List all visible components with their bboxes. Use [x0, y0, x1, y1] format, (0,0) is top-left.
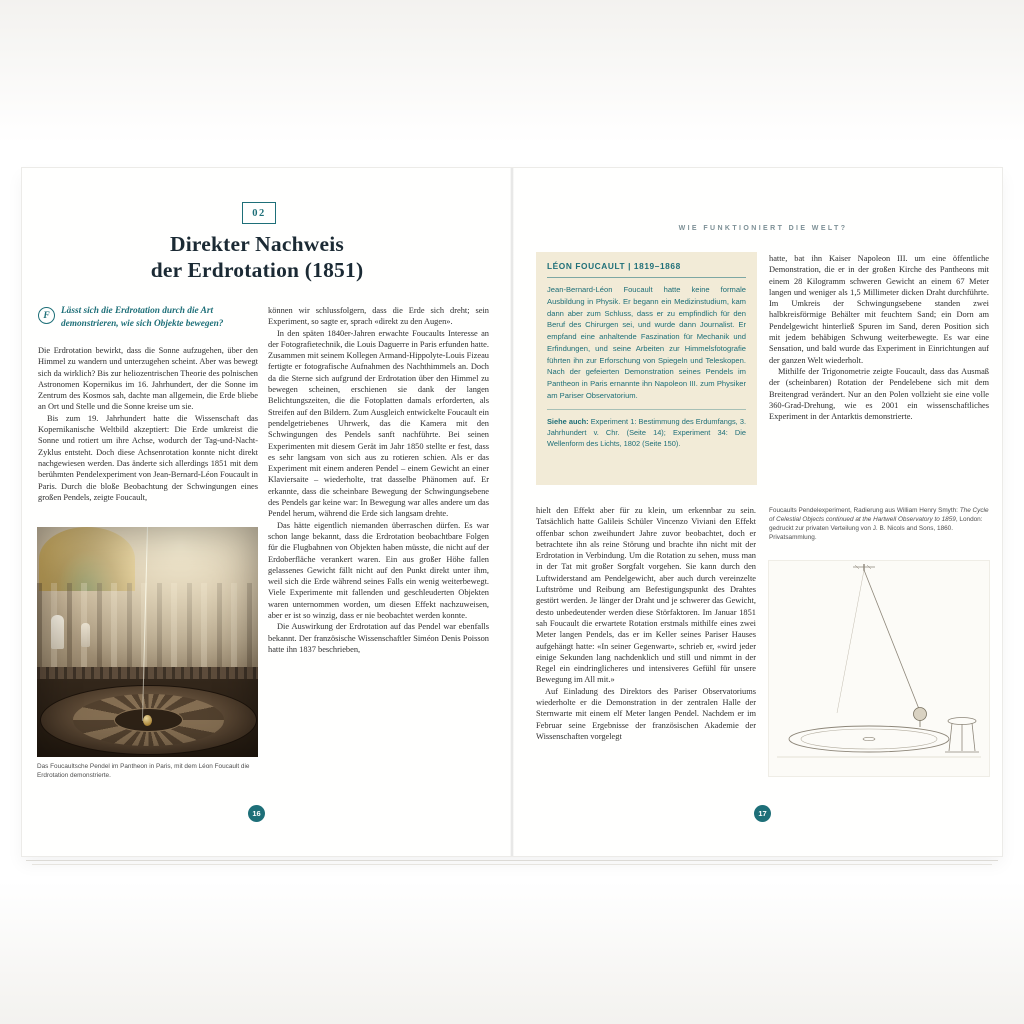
chapter-number: 02 — [252, 207, 266, 219]
engraving-caption-post: , London: gedruckt zur privaten Verteilung von J. B. Nicols and Sons, 1860. Privatsammlung. — [769, 516, 983, 542]
spine-gutter — [510, 168, 514, 856]
see-also-text: Experiment 1: Bestimmung des Erdumfangs, 3. Jahrhundert v. Chr. (Seite 14); Experiment 34: Die Wellenform des Lichts, 1802 (Seite 150). — [547, 416, 747, 448]
lead-question — [38, 305, 260, 332]
chapter-title — [47, 231, 467, 283]
body-paragraph: Die Auswirkung der Erdrotation auf das Pendel war ebenfalls bekannt. Der französische Wissenschaftler Siméon Denis Poisson hatte ihn 1837 beschrieben, — [268, 622, 489, 654]
engraving-bob — [914, 708, 927, 721]
question-text: Lässt sich die Erdrotation durch die Art demonstrieren, wie sich Objekte bewegen? — [61, 306, 224, 330]
page-number-badge-left: 16 — [248, 805, 265, 822]
engraving-caption-title: The Cycle of Celestial Objects continued at the Hartwell Observatory to 1859 — [769, 507, 989, 524]
left-page-column-1 — [38, 345, 258, 525]
engraving-caption — [769, 506, 989, 542]
pantheon-pendulum-photo — [37, 527, 258, 757]
body-paragraph: Mithilfe der Trigonometrie zeigte Foucault, dass das Ausmaß der (scheinbaren) Rotation der Pendelebene sich mit dem Breitengrad verändert. Nur an den Polen vollzieht sie eine volle 360-Grad-Drehung, wie es 2001 ein wissenschaftliches Experiment in der Antarktis demonstrierte. — [769, 366, 989, 422]
page-edge-line — [26, 860, 998, 861]
body-paragraph: Bis zum 19. Jahrhundert hatte die Wissenschaft das Kopernikanische Weltbild akzeptiert: Die Erde umkreist die Sonne und rotiert um ihre Achse, wodurch der Tag-und-Nacht-Zyklus entsteht. Doch diese Achsenrotation konnte nicht direkt nachgewiesen werden. Das änderte sich allerdings 1851 mit dem berühmten Pendelexperiment von Jean-Bernard-Léon Foucault in Paris. Durch die bloße Beobachtung der Schwingungen eines großen Pendels, zeigte Foucault, — [38, 413, 258, 502]
running-head: WIE FUNKTIONIERT DIE WELT? — [678, 225, 848, 232]
infobox-body: Jean-Bernard-Léon Foucault hatte keine formale Ausbildung in Physik. Er begann ein Medizinstudium, kam dann aber zum Schluss, dass er zu empfindlich für den Beruf des Chirurgen sei, und wurde dann Journalist. Er empfand eine anhaltende Faszination für Mechanik und Erfindungen, und seine Arbeiten zur Himmelsfotografie führten ihn zur Erforschung von Spiegeln und Teleskopen. Nach der gefeierten Demonstration seines Pendels im Pantheon in Paris ernannte ihn Napoleon III. zum Physiker am Pariser Observatorium. — [547, 285, 746, 400]
photo-caption: Das Foucaultsche Pendel im Pantheon in Paris, mit dem Léon Foucault die Erdrotation demonstrierte. — [37, 763, 250, 780]
page-edge-line — [32, 864, 992, 865]
photo-vignette — [37, 527, 258, 757]
body-paragraph: Die Erdrotation bewirkt, dass die Sonne aufzugehen, über den Himmel zu wandern und unterzugehen scheint. Aber was bewegt sich da wirklich? Bis zur heliozentrischen Theorie des polnischen Astronomen Kopernikus im 16. Jahrhundert, der die Sonne im Zentrum des Kosmos sah, dachte man allgemein, die Erde bliebe an Ort und Stelle und die Sonne kreise um sie. — [38, 346, 258, 412]
engraving-caption-pre: Foucaults Pendelexperiment, Radierung aus William Henry Smyth: — [769, 507, 960, 514]
right-page-column-2 — [769, 253, 989, 471]
left-page-column-2 — [268, 305, 489, 753]
see-also-label: Siehe auch: — [547, 416, 589, 426]
question-marker-icon: F — [38, 307, 55, 324]
body-paragraph: können wir schlussfolgern, dass die Erde sich dreht; sein Experiment, so sagte er, sprach «direkt zu den Augen». — [268, 306, 489, 327]
infobox-see-also — [547, 409, 746, 449]
body-paragraph: In den späten 1840er-Jahren erwachte Foucaults Interesse an der Fotografietechnik, die Louis Daguerre in Paris erfunden hatte. Zusammen mit seinem Kollegen Armand-Hippolyte-Louis Fizeau fertigte er fotografische Aufnahmen des Nachthimmels an. Doch da die Sterne sich aufgrund der Erdrotation über den Himmel zu bewegen scheinen, erschienen sie dank der langen Belichtungszeiten, die die Fotoplatten damals erforderten, als Streifen auf den Bildern. Zum Ausgleich entwickelte Foucault ein pendelgetriebenes Uhrwerk, das die Kamera mit den Schwingungen des Pendels sanft nachführte. Bei seinen Experimenten mit diesem Gerät im Jahr 1850 stellte er fest, dass es sehr langsam von sich aus zu rotieren schien. Als er das Experiment mit einem anderen Pendel – einem Gewicht an einer Klaviersaite – wiederholte, trat dasselbe Phänomen auf. Er erkannte, dass die scheinbare Bewegung der Schwingungsebene des Pendels gar keine war: In Bewegung war alles andere um das Pendel herum, während die Erde sich langsam drehte. — [268, 328, 489, 519]
body-paragraph: Auf Einladung des Direktors des Pariser Observatoriums wiederholte er die Demonstration in der zentralen Halle der Sternwarte mit einem elf Meter langen Pendel. Nachdem er im Februar seine Ergebnisse der französischen Akademie der Wissenschaften vorgelegt — [536, 686, 756, 741]
chapter-title-line2: der Erdrotation (1851) — [150, 258, 364, 283]
infobox-title: LÉON FOUCAULT | 1819–1868 — [547, 261, 746, 278]
body-paragraph: Das hätte eigentlich niemanden überraschen dürfen. Es war schon lange bekannt, dass die Erdrotation beobachtbare Folgen für die Flugbahnen von Objekten haben müsste, die nicht auf der Erdoberfläche verankert waren. Ein aus großer Höhe fallen gelassenes Gewicht fällt nicht auf den Punkt direkt unter ihm, weil sich die Erde während seines Falls ein wenig weiterbewegt. Viele Experimente mit fallenden und geschleuderten Objekten waren unternommen worden, um diesen Effekt nachzuweisen, aber er ist so winzig, dass er nie beobachtet werden konnte. — [268, 520, 489, 621]
page-number-badge-right: 17 — [754, 805, 771, 822]
biography-infobox — [536, 252, 757, 485]
body-paragraph: hatte, bat ihn Kaiser Napoleon III. um eine öffentliche Demonstration, die er in der großen Kirche des Pantheons mit einem 28 Kilogramm schweren Gewicht an einem 67 Meter langen und weniger als 1,5 Millimeter dicken Draht durchführte. Im Umkreis der Schwingungsebene standen zwei halbkreisförmige Behälter mit feuchtem Sand; ein Dorn am Pendelgewicht hinterließ Spuren im Sand, deren Position sich mit jedem behäbigen Schwung weiterbewegte. Es war eine Sensation, und bald wurde das Experiment in Einrichtungen auf der ganzen Welt wiederholt. — [769, 254, 989, 365]
engraving-drawing — [769, 561, 989, 776]
chapter-number-box — [242, 202, 276, 224]
right-page-column-1 — [536, 505, 756, 817]
chapter-title-line1: Direkter Nachweis — [170, 232, 344, 256]
pendulum-engraving — [769, 561, 989, 776]
body-paragraph: hielt den Effekt aber für zu klein, um erkennbar zu sein. Tatsächlich hatte Galileis Schüler Vincenzo Viviani den Effekt offenbar schon zweihundert Jahre zuvor beobachtet, doch er betrachtete ihn als reine Störung und brachte ihn nicht mit der Erdrotation in Verbindung. Um die Rotation zu sehen, muss man in der Tat mit großer Sorgfalt vorgehen. Sie kann durch den Luftwiderstand am Pendelgewicht, aber auch durch vereinzelte Luftströme und Reibung am Befestigungspunkt des Drahtes gestört werden. Je länger der Draht und je schwerer das Gewicht, desto unbedeutender werden diese Störfaktoren. Im Januar 1851 sah Foucault die erwartete Rotation erstmals mithilfe eines zwei Meter langen Pendels, das er im Keller seines Pariser Hauses aufgehängt hatte: «In seiner Gegenwart», schrieb er, «wird jeder einige Sekunden lang nachdenklich und still und nimmt in der Regel ein eindringlicheres und intensiveres Gefühl für unsere Bewegung im All mit.» — [536, 506, 756, 685]
